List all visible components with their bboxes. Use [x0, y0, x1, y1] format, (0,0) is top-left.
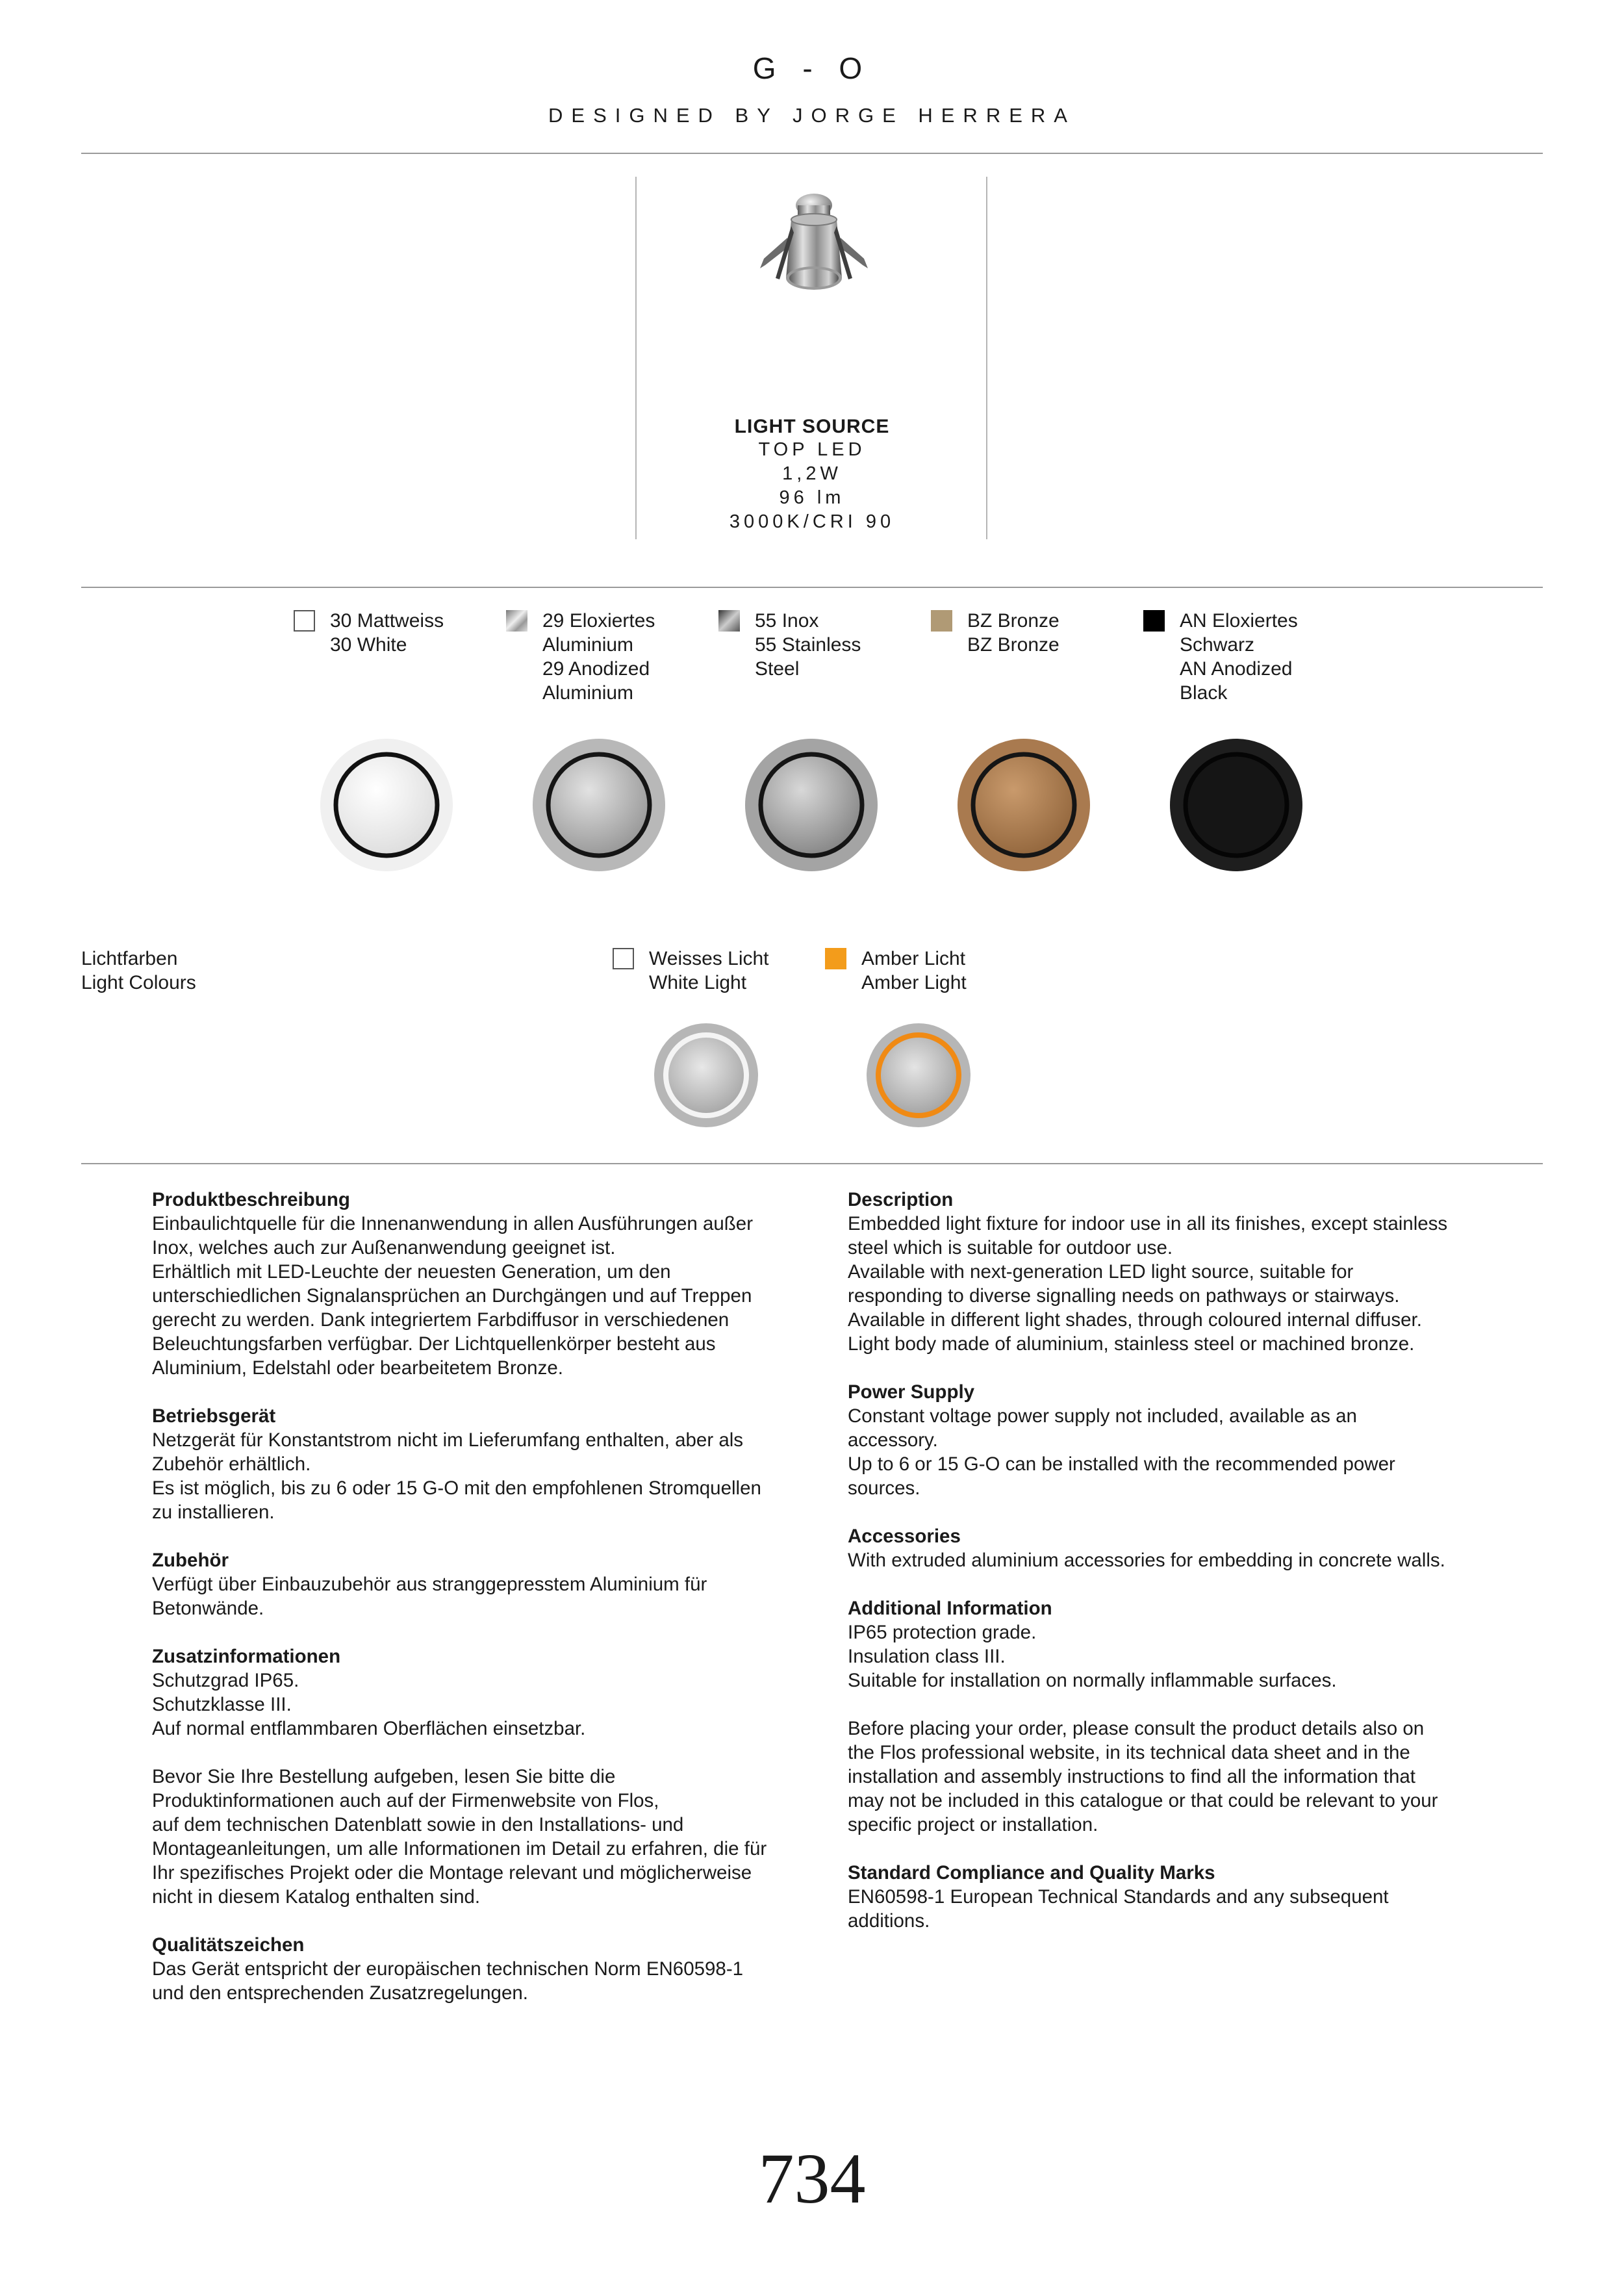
section-accessories — [848, 1524, 1497, 1572]
section-power-supply — [848, 1380, 1497, 1500]
finish-item — [294, 609, 488, 657]
light-source-power: 1,2W — [782, 463, 842, 484]
finish-item — [931, 609, 1126, 657]
finish-label-de: BZ Bronze — [967, 610, 1059, 632]
section-text: Before placing your order, please consult the product details also on the Flos professional website, in its technical data sheet and in the installation and assembly instructions to find all the information that may not be included in this catalogue or that could be relevant to your specific project or installation. — [848, 1718, 1438, 1835]
light-colours-heading — [81, 947, 196, 995]
finish-label-de: AN Eloxiertes — [1180, 610, 1298, 632]
finish-label-en: BZ Bronze — [967, 634, 1059, 656]
section-title: Zusatzinformationen — [152, 1646, 341, 1667]
light-source-type: TOP LED — [758, 439, 866, 460]
light-source-cct: 3000K/CRI 90 — [729, 511, 895, 532]
section-zubehoer — [152, 1548, 802, 1620]
light-colour-item — [825, 947, 1033, 995]
section-title: Power Supply — [848, 1381, 975, 1403]
light-source-title: LIGHT SOURCE — [734, 416, 890, 437]
light-colour-item — [613, 947, 820, 995]
page-number: 734 — [758, 2139, 866, 2218]
finish-item — [718, 609, 913, 681]
finish-disc-bronze — [956, 737, 1091, 873]
light-source-block — [650, 416, 974, 534]
section-text: Bevor Sie Ihre Bestellung aufgeben, lesen Sie bitte die Produktinformationen auch auf der Firmenwebsite von Flos, auf dem technischen Datenblatt sowie in den Installations- und Montageanleitungen, um alle Informationen im Detail zu erfahren, die für Ihr spezifisches Projekt oder die Montage relevant und möglicherweise nicht in diesem Katalog enthalten sind. — [152, 1766, 767, 1908]
finish-swatch-aluminium — [506, 610, 527, 632]
finish-label-en: Aluminium — [542, 682, 634, 704]
right-column-divider — [986, 177, 987, 539]
light-swatch-white — [613, 948, 634, 969]
finish-swatch-white — [294, 610, 315, 632]
finish-disc-black — [1169, 737, 1304, 873]
finish-disc-white — [319, 737, 454, 873]
finish-label-en: 29 Anodized — [542, 658, 650, 680]
light-colour-label-de: Weisses Licht — [649, 948, 769, 969]
finish-label-en: Steel — [755, 658, 800, 680]
light-colours-heading-en: Light Colours — [81, 972, 196, 993]
section-betriebsgeraet — [152, 1404, 802, 1524]
section-text: Netzgerät für Konstantstrom nicht im Lieferumfang enthalten, aber als Zubehör erhältlich. Es ist möglich, bis zu 6 oder 15 G-O mit den empfohlenen Stromquellen zu installieren. — [152, 1429, 761, 1523]
section-bestellhinweis — [152, 1765, 802, 1909]
left-column-divider — [635, 177, 637, 539]
section-title: Qualitätszeichen — [152, 1934, 305, 1956]
recessed-lamp-icon — [746, 181, 882, 317]
section-standard-compliance — [848, 1861, 1497, 1933]
light-swatch-amber — [825, 948, 846, 969]
header-divider — [81, 153, 1543, 154]
designer-credit: DESIGNED BY JORGE HERRERA — [548, 104, 1076, 127]
finishes-divider — [81, 587, 1543, 588]
finish-label-de: Schwarz — [1180, 634, 1255, 656]
finish-swatch-bronze — [931, 610, 952, 632]
finish-disc-stainless — [744, 737, 879, 873]
finish-label-en: AN Anodized — [1180, 658, 1293, 680]
light-colour-label-en: Amber Light — [861, 972, 967, 993]
finish-label-en: Black — [1180, 682, 1228, 704]
section-order-notice — [848, 1717, 1497, 1837]
finish-label-de: 30 Mattweiss — [330, 610, 444, 632]
amber-light-disc — [865, 1021, 972, 1129]
light-source-lumen: 96 lm — [779, 487, 845, 508]
finish-label-en: 30 White — [330, 634, 407, 656]
section-title: Zubehör — [152, 1550, 229, 1571]
description-divider — [81, 1163, 1543, 1164]
finish-item — [506, 609, 701, 705]
light-colour-label-en: White Light — [649, 972, 747, 993]
finish-disc-aluminium — [531, 737, 666, 873]
finish-swatch-stainless — [718, 610, 740, 632]
section-title: Standard Compliance and Quality Marks — [848, 1862, 1215, 1884]
section-text: EN60598-1 European Technical Standards and any subsequent additions. — [848, 1886, 1389, 1932]
section-title: Betriebsgerät — [152, 1405, 276, 1427]
light-colours-heading-de: Lichtfarben — [81, 948, 178, 969]
finish-label-de: 29 Eloxiertes — [542, 610, 655, 632]
finish-label-en: 55 Stainless — [755, 634, 861, 656]
section-title: Additional Information — [848, 1598, 1052, 1619]
finish-item — [1143, 609, 1338, 705]
finish-label-de: 55 Inox — [755, 610, 819, 632]
description-en-column — [848, 1188, 1497, 1957]
section-text: Das Gerät entspricht der europäischen technischen Norm EN60598-1 und den entsprechenden Zusatzregelungen. — [152, 1958, 744, 2004]
section-title: Produktbeschreibung — [152, 1189, 350, 1210]
section-text: Einbaulichtquelle für die Innenanwendung in allen Ausführungen außer Inox, welches auch zur Außenanwendung geeignet ist. Erhältlich mit LED-Leuchte der neuesten Generation, um den unterschiedlichen Signalansprüchen an Durchgängen und auf Treppen gerecht zu werden. Dank integriertem Farbdiffusor in verschiedenen Beleuchtungsfarben verfügbar. Der Lichtquellenkörper besteht aus Aluminium, Edelstahl oder bearbeitetem Bronze. — [152, 1213, 754, 1379]
section-text: Schutzgrad IP65. Schutzklasse III. Auf normal entflammbaren Oberflächen einsetzbar. — [152, 1670, 586, 1739]
section-title: Accessories — [848, 1526, 961, 1547]
white-light-disc — [652, 1021, 760, 1129]
section-text: Embedded light fixture for indoor use in all its finishes, except stainless steel which is suitable for outdoor use. Available with next-generation LED light source, suitable for responding to diverse signalling needs on pathways or stairways. Available in different light shades, through coloured internal diffuser. Light body made of aluminium, stainless steel or machined bronze. — [848, 1213, 1448, 1355]
section-title: Description — [848, 1189, 954, 1210]
product-title: G - O — [752, 51, 872, 85]
finish-label-de: Aluminium — [542, 634, 634, 656]
section-additional-information — [848, 1596, 1497, 1693]
light-colour-label-de: Amber Licht — [861, 948, 966, 969]
section-text: Constant voltage power supply not included, available as an accessory. Up to 6 or 15 G-O can be installed with the recommended power sources. — [848, 1405, 1395, 1499]
section-qualitaetszeichen — [152, 1933, 802, 2005]
section-description — [848, 1188, 1497, 1356]
description-de-column — [152, 1188, 802, 2029]
section-produktbeschreibung — [152, 1188, 802, 1380]
finish-swatch-black — [1143, 610, 1165, 632]
section-text: IP65 protection grade. Insulation class III. Suitable for installation on normally inflammable surfaces. — [848, 1622, 1337, 1691]
section-text: Verfügt über Einbauzubehör aus stranggepresstem Aluminium für Betonwände. — [152, 1574, 707, 1619]
section-text: With extruded aluminium accessories for embedding in concrete walls. — [848, 1550, 1445, 1571]
section-zusatzinformationen — [152, 1644, 802, 1741]
